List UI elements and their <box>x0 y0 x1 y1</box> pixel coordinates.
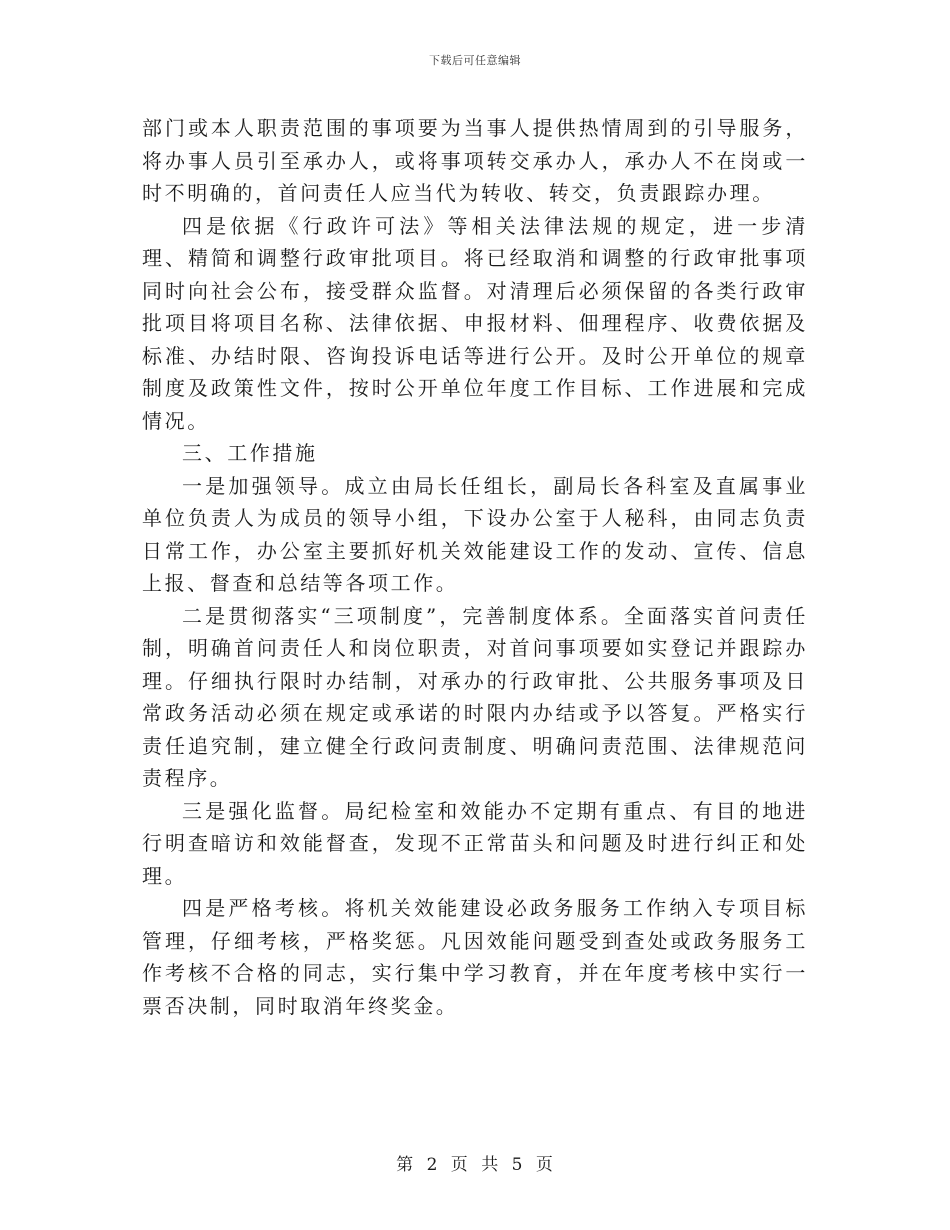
page-header: 下载后可任意编辑 <box>429 54 521 67</box>
paragraph-2: 四是依据《行政许可法》等相关法律法规的规定，进一步清理、精简和调整行政审批项目。将已经取消和调整的行政审批事项同时向社会公布，接受群众监督。对清理后必须保留的各类行政审批项目将项目名称、法律依据、申报材料、佃理程序、收费依据及标准、办结时限、咨询投诉电话等进行公开。及时公开单位的规章制度及政策性文件，按时公开单位年度工作目标、工作进展和完成情况。 <box>142 213 808 433</box>
paragraph-6: 四是严格考核。将机关效能建设必政务服务工作纳入专项目标管理，仔细考核，严格奖惩。凡因效能问题受到查处或政务服务工作考核不合格的同志，实行集中学习教育，并在年度考核中实行一票否决制，同时取消年终奖金。 <box>142 896 808 1018</box>
footer-total-word: 共 <box>481 1155 500 1175</box>
document-body <box>142 112 808 1022</box>
footer-prefix: 第 <box>396 1155 415 1175</box>
footer-page-word: 页 <box>450 1155 469 1175</box>
section-heading-work-measures: 三、工作措施 <box>182 441 318 465</box>
footer-suffix: 页 <box>535 1155 554 1175</box>
paragraph-1: 部门或本人职责范围的事项要为当事人提供热情周到的引导服务，将办事人员引至承办人，或将事项转交承办人，承办人不在岗或一时不明确的，首问责任人应当代为转收、转交，负责跟踪办理。 <box>142 116 808 205</box>
page-footer <box>0 1153 950 1177</box>
paragraph-4: 二是贯彻落实“三项制度”，完善制度体系。全面落实首问责任制，明确首问责任人和岗位职责，对首问事项要如实登记并跟踪办理。仔细执行限时办结制，对承办的行政审批、公共服务事项及日常政务活动必须在规定或承诺的时限内办结或予以答复。严格实行责任追究制，建立健全行政问责制度、明确问责范围、法律规范问责程序。 <box>142 603 808 790</box>
paragraph-3: 一是加强领导。成立由局长任组长，副局长各科室及直属事业单位负责人为成员的领导小组，下设办公室于人秘科，由同志负责日常工作，办公室主要抓好机关效能建设工作的发动、宣传、信息上报、督查和总结等各项工作。 <box>142 473 808 595</box>
footer-total-pages: 5 <box>511 1155 524 1175</box>
footer-current-page: 2 <box>426 1155 439 1175</box>
paragraph-5: 三是强化监督。局纪检室和效能办不定期有重点、有目的地进行明查暗访和效能督查，发现不正常苗头和问题及时进行纠正和处理。 <box>142 798 808 888</box>
